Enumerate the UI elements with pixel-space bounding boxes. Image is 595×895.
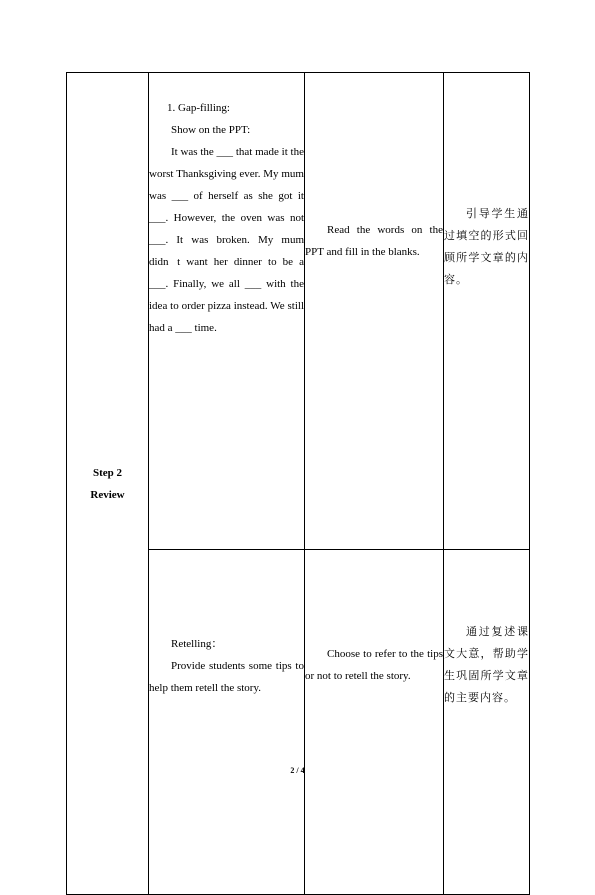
teacher-activity-cell [149, 73, 305, 550]
student-activity-text: Choose to refer to the tips or not to retell the story. [305, 648, 443, 682]
student-activity-cell [305, 73, 444, 550]
activity-subheading: Show on the PPT: [171, 124, 251, 136]
activity-body: Provide students some tips to help them retell the story. [149, 660, 304, 694]
teacher-activity-cell [149, 550, 305, 895]
table-row [67, 73, 530, 550]
student-activity-cell [305, 550, 444, 895]
activity-heading: 1. Gap-filling: [167, 102, 230, 114]
gap-fill-passage: It was the ___ that made it the worst Thanksgiving ever. My mum was ___ of herself as she got it ___. However, the oven was not ___. It was broken. My mum didn t want her dinner to be a ___. Finally, we all ___ with the idea to order pizza instead. We still had a ___ time. [149, 146, 304, 334]
step-number: Step 2 [92, 466, 123, 479]
student-activity-text: Read the words on the PPT and fill in the blanks. [305, 224, 443, 258]
page-number: 2 / 4 [290, 766, 305, 775]
purpose-cell [444, 73, 530, 550]
purpose-text: 引导学生通过填空的形式回顾所学文章的内容。 [444, 207, 529, 286]
purpose-text: 通过复述课文大意，帮助学生巩固所学文章的主要内容。 [444, 625, 529, 704]
step-title: Review [90, 488, 125, 501]
activity-heading: Retelling： [171, 638, 223, 650]
purpose-cell [444, 550, 530, 895]
